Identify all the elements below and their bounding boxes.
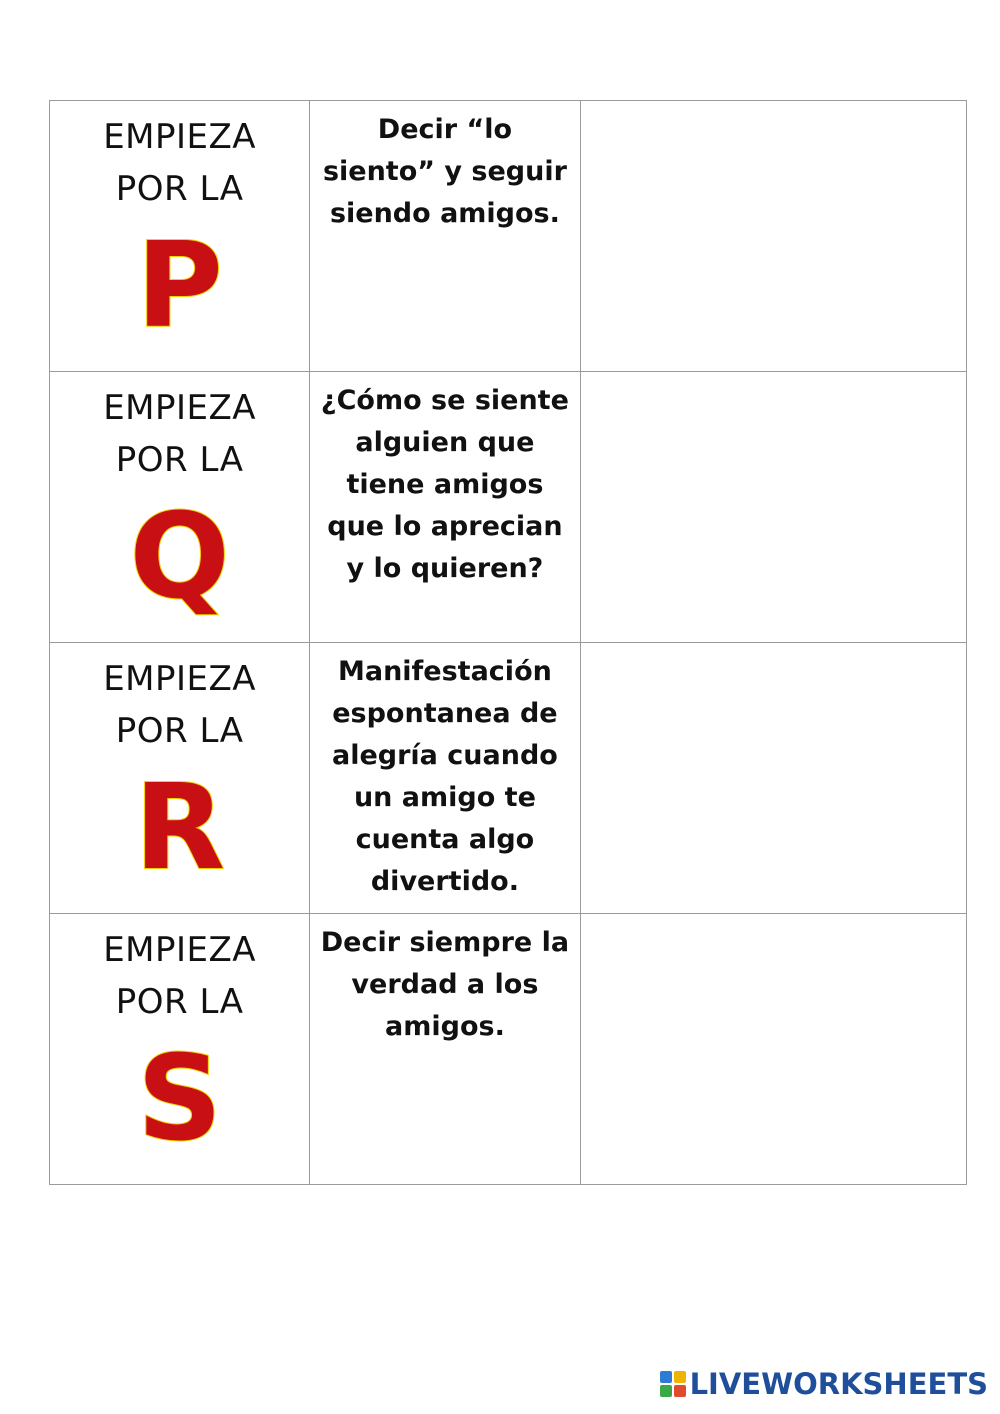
table-row xyxy=(50,101,967,372)
logo-square xyxy=(660,1371,672,1383)
letter-cell xyxy=(50,372,310,643)
answer-box[interactable] xyxy=(580,643,966,914)
letter-cell xyxy=(50,914,310,1185)
prompt-text: EMPIEZA POR LA xyxy=(103,930,257,1022)
target-letter: Q xyxy=(129,487,230,625)
logo-square xyxy=(674,1371,686,1383)
clue-cell xyxy=(310,101,580,372)
table-row xyxy=(50,914,967,1185)
worksheet-table xyxy=(49,100,967,1185)
answer-box[interactable] xyxy=(580,914,966,1185)
target-letter: P xyxy=(136,216,223,354)
clue-text: Decir “lo siento” y seguir siendo amigos. xyxy=(322,114,567,229)
target-letter: R xyxy=(134,758,226,896)
target-letter: S xyxy=(137,1029,223,1167)
prompt-text: EMPIEZA POR LA xyxy=(103,659,257,751)
liveworksheets-logo-icon xyxy=(660,1371,686,1397)
clue-text: Decir siempre la verdad a los amigos. xyxy=(320,927,570,1042)
table-row xyxy=(50,372,967,643)
table-row xyxy=(50,643,967,914)
prompt-text: EMPIEZA POR LA xyxy=(103,117,257,209)
logo-square xyxy=(660,1385,672,1397)
clue-cell xyxy=(310,372,580,643)
clue-text: Manifestación espontanea de alegría cuando un amigo te cuenta algo divertido. xyxy=(331,656,558,897)
answer-box[interactable] xyxy=(580,101,966,372)
prompt-text: EMPIEZA POR LA xyxy=(103,388,257,480)
clue-text: ¿Cómo se siente alguien que tiene amigos que lo aprecian y lo quieren? xyxy=(320,385,569,584)
brand-name: LIVEWORKSHEETS xyxy=(689,1367,988,1401)
letter-cell xyxy=(50,643,310,914)
letter-cell xyxy=(50,101,310,372)
liveworksheets-logo xyxy=(660,1368,988,1400)
answer-box[interactable] xyxy=(580,372,966,643)
logo-square xyxy=(674,1385,686,1397)
clue-cell xyxy=(310,643,580,914)
clue-cell xyxy=(310,914,580,1185)
